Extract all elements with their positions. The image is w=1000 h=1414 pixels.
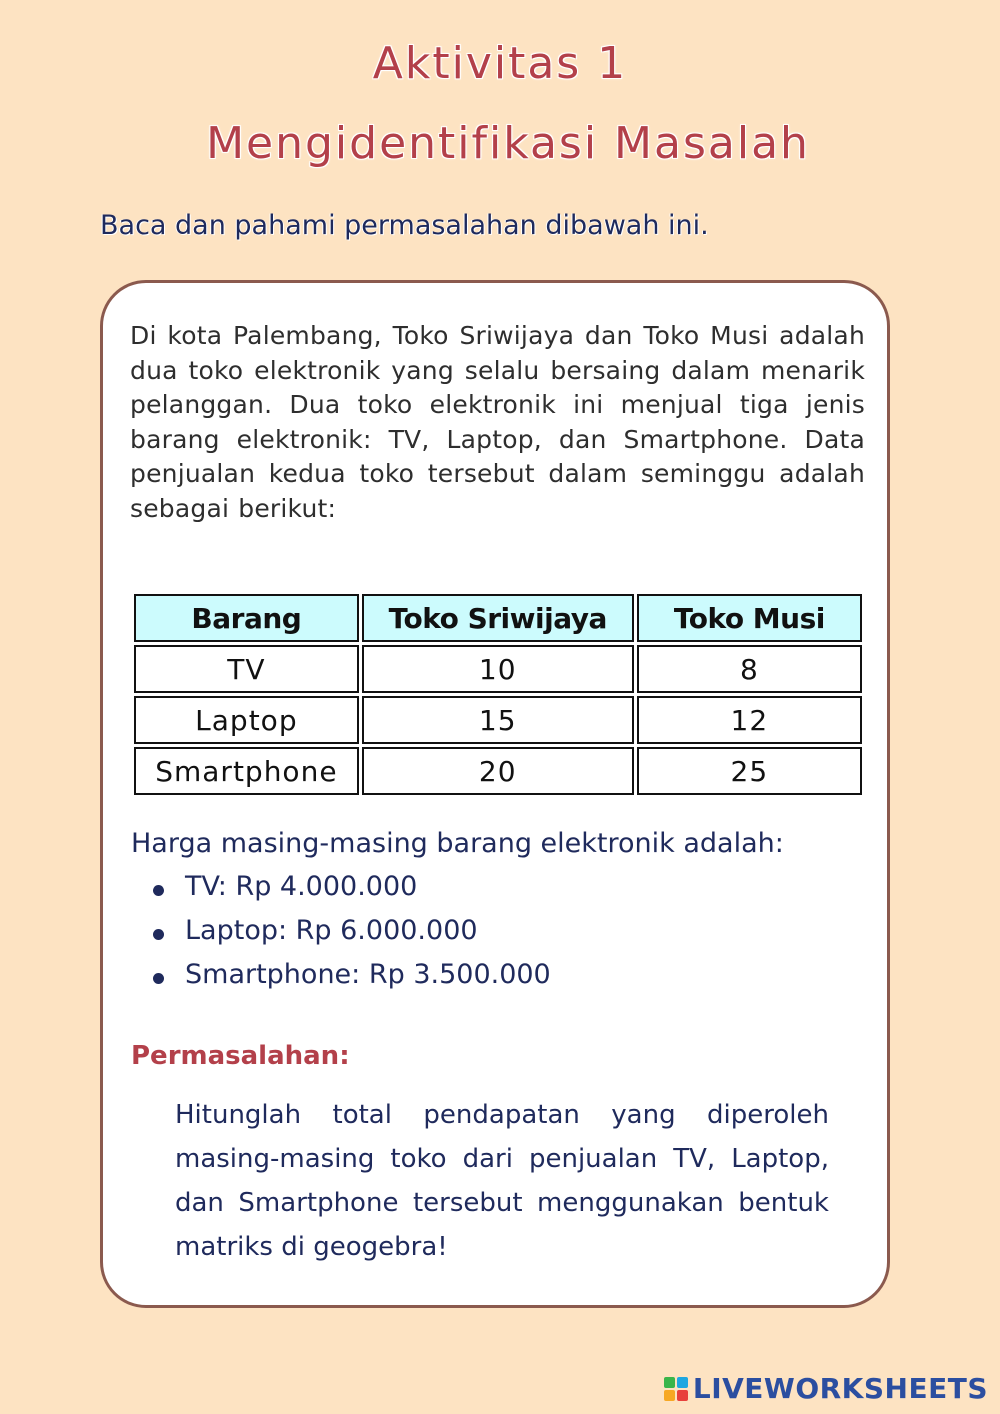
table-row: [134, 645, 862, 693]
table-cell: 15: [362, 696, 634, 744]
table-row: [134, 747, 862, 795]
story-paragraph: Di kota Palembang, Toko Sriwijaya dan Toko Musi adalah dua toko elektronik yang selalu bersaing dalam menarik pelanggan. Dua toko elektronik ini menjual tiga jenis barang elektronik: TV, Laptop, dan Smartphone. Data penjualan kedua toko tersebut dalam seminggu adalah sebagai berikut:: [130, 321, 865, 523]
price-item-text: Smartphone: Rp 3.500.000: [185, 959, 551, 990]
table-cell: Laptop: [134, 696, 359, 744]
list-item: [131, 871, 551, 915]
table-cell: 12: [637, 696, 862, 744]
brand-name: LIVEWORKSHEETS: [692, 1372, 988, 1405]
table-header-cell: Toko Musi: [637, 594, 862, 642]
intro-text: Baca dan pahami permasalahan dibawah ini.: [100, 210, 709, 241]
table-cell: TV: [134, 645, 359, 693]
list-item: [131, 959, 551, 1003]
price-item-text: TV: Rp 4.000.000: [185, 871, 418, 902]
table-cell: 10: [362, 645, 634, 693]
bullet-icon: [153, 929, 164, 940]
logo-square: [677, 1377, 688, 1388]
bullet-icon: [153, 973, 164, 984]
price-list: [131, 871, 551, 1003]
table-cell: 8: [637, 645, 862, 693]
liveworksheets-brand: [664, 1372, 988, 1405]
sales-table: [131, 591, 865, 798]
problem-card: [100, 280, 890, 1308]
bullet-icon: [153, 885, 164, 896]
problem-text: Hitunglah total pendapatan yang diperoleh masing-masing toko dari penjualan TV, Laptop, dan Smartphone tersebut menggunakan bentuk matriks di geogebra!: [175, 1100, 829, 1262]
price-item-text: Laptop: Rp 6.000.000: [185, 915, 478, 946]
table-header-cell: Barang: [134, 594, 359, 642]
title-line-1: Aktivitas 1: [372, 38, 628, 89]
logo-square: [664, 1390, 675, 1401]
title-line-2: Mengidentifikasi Masalah: [206, 118, 810, 169]
table-row: [134, 696, 862, 744]
table-cell: 25: [637, 747, 862, 795]
logo-square: [677, 1390, 688, 1401]
logo-square: [664, 1377, 675, 1388]
liveworksheets-logo-icon: [664, 1377, 688, 1401]
table-cell: 20: [362, 747, 634, 795]
price-heading: Harga masing-masing barang elektronik adalah:: [131, 828, 784, 859]
table-cell: Smartphone: [134, 747, 359, 795]
table-header-row: [134, 594, 862, 642]
problem-label: Permasalahan:: [131, 1041, 350, 1071]
list-item: [131, 915, 551, 959]
table-header-cell: Toko Sriwijaya: [362, 594, 634, 642]
